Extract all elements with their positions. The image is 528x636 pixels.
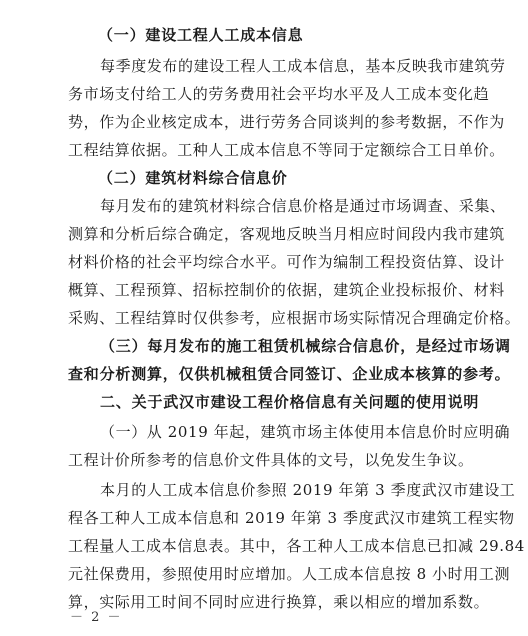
paragraph-line: 务市场支付给工人的劳务费用社会平均水平及人工成本变化趋 (68, 85, 490, 103)
paragraph-line: 元社保费用，参照使用时应增加。人工成本信息按 8 小时用工测 (68, 565, 511, 583)
bold-paragraph-line: （三）每月发布的施工租赁机械综合信息价，是经过市场调 (100, 337, 511, 355)
paragraph-line: 本月的人工成本信息价参照 2019 年第 3 季度武汉市建设工 (100, 481, 516, 499)
paragraph-line: 测算和分析后综合确定，客观地反映当月相应时间段内我市建筑 (68, 225, 505, 243)
paragraph-line: （一）从 2019 年起，建筑市场主体使用本信息价时应明确 (100, 423, 511, 441)
paragraph-line: 工程结算依据。工种人工成本信息不等同于定额综合工日单价。 (68, 141, 505, 159)
part-two-heading: 二、关于武汉市建设工程价格信息有关问题的使用说明 (100, 393, 480, 411)
paragraph-line: 材料价格的社会平均综合水平。可作为编制工程投资估算、设计 (68, 253, 505, 271)
paragraph-line: 工程量人工成本信息表。其中，各工种人工成本信息已扣减 29.84 (68, 537, 525, 555)
section-heading-material-price: （二）建筑材料综合信息价 (98, 169, 288, 187)
paragraph-line: 工程计价所参考的信息价文件具体的文号，以免发生争议。 (68, 451, 474, 469)
paragraph-line: 概算、工程预算、招标控制价的依据，建筑企业投标报价、材料 (68, 281, 505, 299)
bold-paragraph-line: 查和分析测算，仅供机械租赁合同签订、企业成本核算的参考。 (68, 365, 511, 383)
paragraph-line: 算，实际用工时间不同时应进行换算，乘以相应的增加系数。 (68, 593, 490, 611)
paragraph-line: 每季度发布的建设工程人工成本信息，基本反映我市建筑劳 (100, 57, 506, 75)
paragraph-line: 程各工种人工成本信息和 2019 年第 3 季度武汉市建筑工程实物 (68, 509, 515, 527)
section-heading-labor-cost: （一）建设工程人工成本信息 (98, 26, 304, 44)
page-number: － 2 － (70, 610, 123, 625)
paragraph-line: 势，作为企业核定成本，进行劳务合同谈判的参考数据，不作为 (68, 113, 505, 131)
paragraph-line: 采购、工程结算时仅供参考，应根据市场实际情况合理确定价格。 (68, 309, 521, 327)
paragraph-line: 每月发布的建筑材料综合信息价格是通过市场调查、采集、 (100, 197, 506, 215)
